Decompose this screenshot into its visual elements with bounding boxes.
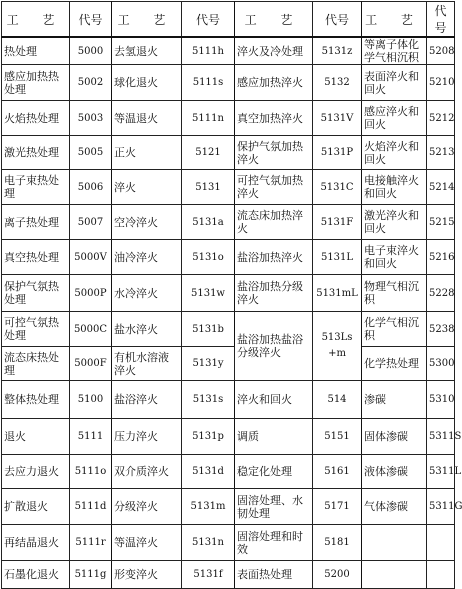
process-cell: 压力淬火 — [112, 419, 182, 455]
code-cell: 5131o — [182, 240, 235, 275]
table-row — [2, 455, 455, 489]
code-cell: 5208 — [427, 37, 455, 65]
code-cell: 5210 — [427, 65, 455, 101]
process-cell: 电子束淬火和回火 — [362, 240, 427, 275]
process-cell: 化学气相沉积 — [362, 312, 427, 347]
process-cell: 可控气氛热处理 — [2, 312, 70, 347]
process-cell: 火焰热处理 — [2, 101, 70, 136]
process-cell: 离子热处理 — [2, 205, 70, 240]
table-row — [2, 489, 455, 525]
code-cell: 5000V — [70, 240, 112, 275]
process-cell: 淬火 — [112, 170, 182, 205]
process-cell: 退火 — [2, 419, 70, 455]
header-process: 工 艺 — [2, 2, 70, 38]
code-cell: 514 — [313, 381, 362, 419]
process-cell: 感应加热淬火 — [235, 65, 313, 101]
code-cell — [427, 525, 455, 561]
code-cell: 5111n — [182, 101, 235, 136]
process-cell: 可控气氛加热淬火 — [235, 170, 313, 205]
process-cell: 表面淬火和回火 — [362, 65, 427, 101]
process-cell: 渗碳 — [362, 381, 427, 419]
code-cell: 5171 — [313, 489, 362, 525]
process-cell: 水冷淬火 — [112, 275, 182, 312]
process-cell: 盐浴加热淬火 — [235, 240, 313, 275]
process-cell — [362, 525, 427, 561]
process-cell: 盐浴加热盐浴分级淬火 — [235, 312, 313, 381]
header-code: 代号 — [313, 2, 362, 38]
code-cell: 5111o — [70, 455, 112, 489]
code-cell: 5181 — [313, 525, 362, 561]
code-cell: 5131V — [313, 101, 362, 136]
code-cell: 5100 — [70, 381, 112, 419]
code-cell: 5228 — [427, 275, 455, 312]
code-cell: 5200 — [313, 561, 362, 589]
header-code: 代号 — [182, 2, 235, 38]
code-cell: 5000 — [70, 37, 112, 65]
code-cell: 5111s — [182, 65, 235, 101]
process-cell: 去应力退火 — [2, 455, 70, 489]
header-code: 代号 — [70, 2, 112, 38]
process-cell: 调质 — [235, 419, 313, 455]
table-row — [2, 381, 455, 419]
heat-treatment-code-table — [1, 1, 462, 589]
process-cell: 固体渗碳 — [362, 419, 427, 455]
process-cell: 有机水溶液淬火 — [112, 347, 182, 381]
process-cell: 形变淬火 — [112, 561, 182, 589]
process-cell: 电接触淬火和回火 — [362, 170, 427, 205]
code-cell: 5311G — [427, 489, 455, 525]
table-row — [2, 136, 455, 170]
code-cell: 5131n — [182, 525, 235, 561]
table-body — [2, 37, 462, 589]
code-cell: 5131C — [313, 170, 362, 205]
code-cell: 5131f — [182, 561, 235, 589]
code-cell: 5131 — [182, 170, 235, 205]
code-cell: 5121 — [182, 136, 235, 170]
code-cell: 5151 — [313, 419, 362, 455]
process-cell: 双介质淬火 — [112, 455, 182, 489]
code-cell: 5000P — [70, 275, 112, 312]
table-row — [2, 525, 455, 561]
process-cell: 固溶处理和时效 — [235, 525, 313, 561]
process-cell: 电子束热处理 — [2, 170, 70, 205]
process-cell: 感应淬火和回火 — [362, 101, 427, 136]
process-cell: 稳定化处理 — [235, 455, 313, 489]
process-cell: 球化退火 — [112, 65, 182, 101]
header-row — [2, 2, 455, 38]
process-cell: 淬火和回火 — [235, 381, 313, 419]
process-cell: 感应加热热处理 — [2, 65, 70, 101]
process-cell: 液体渗碳 — [362, 455, 427, 489]
code-cell: 5131s — [182, 381, 235, 419]
code-cell: 5002 — [70, 65, 112, 101]
process-cell: 真空加热淬火 — [235, 101, 313, 136]
table-row — [2, 347, 455, 381]
header-process: 工 艺 — [362, 2, 427, 38]
code-cell: 5238 — [427, 312, 455, 347]
process-cell: 盐浴淬火 — [112, 381, 182, 419]
code-cell: 5213 — [427, 136, 455, 170]
code-cell: 5216 — [427, 240, 455, 275]
code-cell: 5111d — [70, 489, 112, 525]
table-row — [2, 101, 455, 136]
process-cell: 淬火及冷处理 — [235, 37, 313, 65]
process-cell: 再结晶退火 — [2, 525, 70, 561]
process-cell: 盐水淬火 — [112, 312, 182, 347]
code-cell: 5131m — [182, 489, 235, 525]
code-cell: 5310 — [427, 381, 455, 419]
process-cell: 固溶处理、水韧处理 — [235, 489, 313, 525]
process-cell: 正火 — [112, 136, 182, 170]
process-cell: 扩散退火 — [2, 489, 70, 525]
process-cell: 盐浴加热分级淬火 — [235, 275, 313, 312]
process-cell: 石墨化退火 — [2, 561, 70, 589]
process-cell: 等离子体化学气相沉积 — [362, 37, 427, 65]
table-row — [2, 65, 455, 101]
process-cell: 热处理 — [2, 37, 70, 65]
process-cell: 气体渗碳 — [362, 489, 427, 525]
code-cell: 5131w — [182, 275, 235, 312]
process-cell: 整体热处理 — [2, 381, 70, 419]
code-cell: 5111 — [70, 419, 112, 455]
code-cell: 5007 — [70, 205, 112, 240]
table-row — [2, 312, 455, 347]
code-cell: 5132 — [313, 65, 362, 101]
process-cell: 空冷淬火 — [112, 205, 182, 240]
process-cell: 激光淬火和回火 — [362, 205, 427, 240]
process-cell: 等温退火 — [112, 101, 182, 136]
header-process: 工 艺 — [112, 2, 182, 38]
code-cell: 5161 — [313, 455, 362, 489]
code-cell: 5111g — [70, 561, 112, 589]
table-row — [2, 419, 455, 455]
code-cell: 5003 — [70, 101, 112, 136]
table-row — [2, 37, 455, 65]
process-cell: 化学热处理 — [362, 347, 427, 381]
code-cell: 5311L — [427, 455, 455, 489]
code-cell: 5212 — [427, 101, 455, 136]
code-cell: 5006 — [70, 170, 112, 205]
header-process: 工 艺 — [235, 2, 313, 38]
code-cell: 5131P — [313, 136, 362, 170]
process-cell: 油冷淬火 — [112, 240, 182, 275]
process-cell: 流态床热处理 — [2, 347, 70, 381]
process-cell: 保护气氛加热淬火 — [235, 136, 313, 170]
process-cell — [362, 561, 427, 589]
table-row — [2, 561, 455, 589]
code-cell: 5215 — [427, 205, 455, 240]
code-cell: 5000F — [70, 347, 112, 381]
process-cell: 表面热处理 — [235, 561, 313, 589]
code-cell: 5131a — [182, 205, 235, 240]
table-row — [2, 170, 455, 205]
code-cell: 5005 — [70, 136, 112, 170]
code-cell: 5131L — [313, 240, 362, 275]
process-cell: 激光热处理 — [2, 136, 70, 170]
code-cell: 5111r — [70, 525, 112, 561]
code-cell: 5300 — [427, 347, 455, 381]
process-cell: 去氢退火 — [112, 37, 182, 65]
process-cell: 保护气氛热处理 — [2, 275, 70, 312]
code-cell: 5000C — [70, 312, 112, 347]
process-cell: 物理气相沉积 — [362, 275, 427, 312]
code-cell: 5131y — [182, 347, 235, 381]
header-code: 代号 — [427, 2, 455, 38]
code-cell — [427, 561, 455, 589]
code-cell: 5131d — [182, 455, 235, 489]
table-row — [2, 240, 455, 275]
table-row — [2, 275, 455, 312]
code-cell: 5131z — [313, 37, 362, 65]
code-cell: 5131p — [182, 419, 235, 455]
code-cell: 5111h — [182, 37, 235, 65]
code-cell: 5131F — [313, 205, 362, 240]
code-cell: 5311S — [427, 419, 455, 455]
code-cell: 5131mL — [313, 275, 362, 312]
process-cell: 火焰淬火和回火 — [362, 136, 427, 170]
process-cell: 分级淬火 — [112, 489, 182, 525]
table-row — [2, 205, 455, 240]
code-cell: 5131b — [182, 312, 235, 347]
process-cell: 等温淬火 — [112, 525, 182, 561]
process-cell: 真空热处理 — [2, 240, 70, 275]
code-cell: 513Ls +m — [313, 312, 362, 381]
process-cell: 流态床加热淬火 — [235, 205, 313, 240]
code-cell: 5214 — [427, 170, 455, 205]
